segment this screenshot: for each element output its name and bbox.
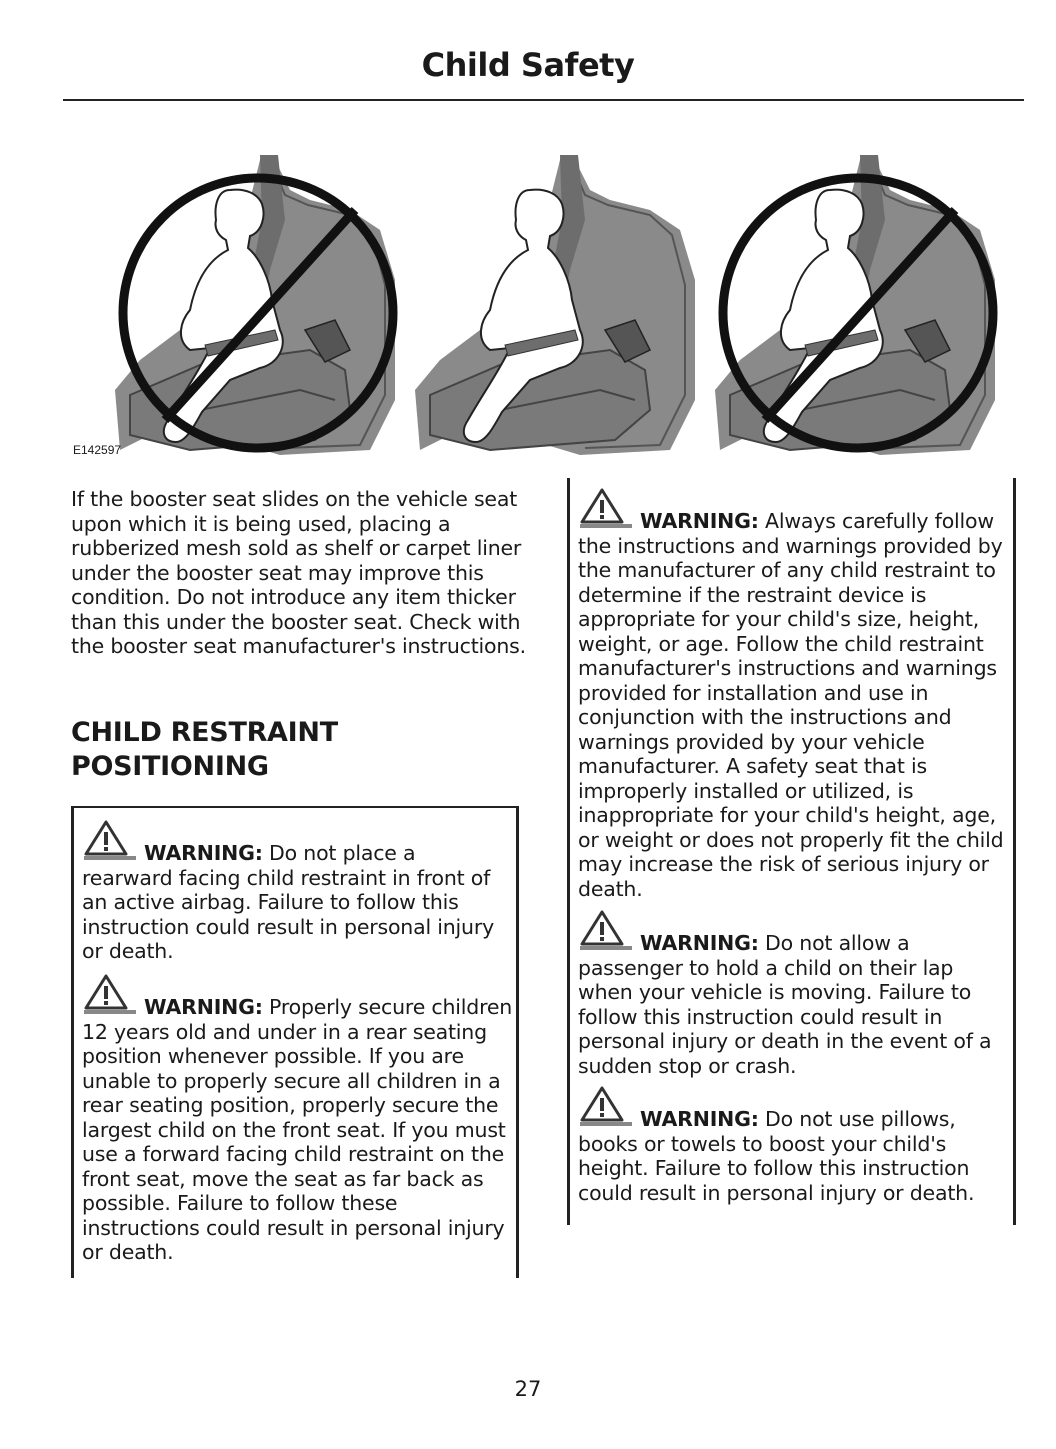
warning-label: WARNING: — [144, 841, 263, 865]
warning-text: Properly secure children 12 years old and under in a rear seating position whenever possible. If you are unable to properly secure all children in a rear seating position, properly secure the largest child on the front seat. If you must use a forward facing child restraint on the front seat, move the seat as far back as possible. Failure to follow these instructions could result in personal injury or death. — [82, 995, 513, 1264]
warning-triangle-icon — [82, 820, 138, 862]
warning-box-left — [71, 806, 519, 1278]
section-heading-line1: CHILD RESTRAINT — [71, 717, 338, 748]
page-number: 27 — [514, 1377, 542, 1401]
section-heading-line2: POSITIONING — [71, 751, 269, 782]
figure-code: E142597 — [73, 443, 122, 457]
warning-pillows-books — [578, 1086, 1010, 1205]
warning-child-on-lap — [578, 910, 1010, 1078]
section-heading — [71, 716, 471, 784]
warning-label: WARNING: — [640, 509, 759, 533]
booster-seat-illustration — [110, 150, 1016, 460]
warning-triangle-icon — [578, 488, 634, 530]
warning-text: Always carefully follow the instructions and warnings provided by the manufacturer of any child restraint to determine if the restraint device is appropriate for your child's size, height, weight, or age. Follow the child restraint manufacturer's instructions and warnings provided for installation and use in conjunction with the instructions and warnings provided by your vehicle manufacturer. A safety seat that is improperly installed or utilized, is inappropriate for your child's height, age, or weight or does not properly fit the child may increase the risk of serious injury or death. — [578, 509, 1004, 901]
warning-label: WARNING: — [144, 995, 263, 1019]
intro-paragraph: If the booster seat slides on the vehicle seat upon which it is being used, placing a rubberized mesh sold as shelf or carpet liner under the booster seat may improve this condition. Do not introduce any item thicker than this under the booster seat. Check with the booster seat manufacturer's instructions. — [71, 487, 526, 658]
warning-triangle-icon — [578, 910, 634, 952]
incorrect-fit-panel-2 — [715, 155, 995, 455]
warning-triangle-icon — [82, 974, 138, 1016]
warning-text: Do not use pillows, books or towels to boost your child's height. Failure to follow this instruction could result in personal injury or death. — [578, 1107, 975, 1205]
warning-text: Do not place a rearward facing child restraint in front of an active airbag. Failure to follow this instruction could result in personal injury or death. — [82, 841, 495, 963]
warning-follow-manufacturer — [578, 488, 1010, 901]
warning-label: WARNING: — [640, 931, 759, 955]
page-title: Child Safety — [421, 46, 635, 84]
incorrect-fit-panel-1 — [115, 155, 395, 455]
warning-triangle-icon — [578, 1086, 634, 1128]
warning-label: WARNING: — [640, 1107, 759, 1131]
warning-secure-children-rear — [82, 974, 514, 1265]
header-divider — [63, 99, 1024, 101]
warning-box-right — [567, 478, 1016, 1225]
correct-fit-panel — [415, 155, 695, 455]
warning-rear-facing-airbag — [82, 820, 512, 964]
warning-text: Do not allow a passenger to hold a child on their lap when your vehicle is moving. Failure to follow this instruction could result in personal injury or death in the event of a sudden stop or crash. — [578, 931, 992, 1078]
